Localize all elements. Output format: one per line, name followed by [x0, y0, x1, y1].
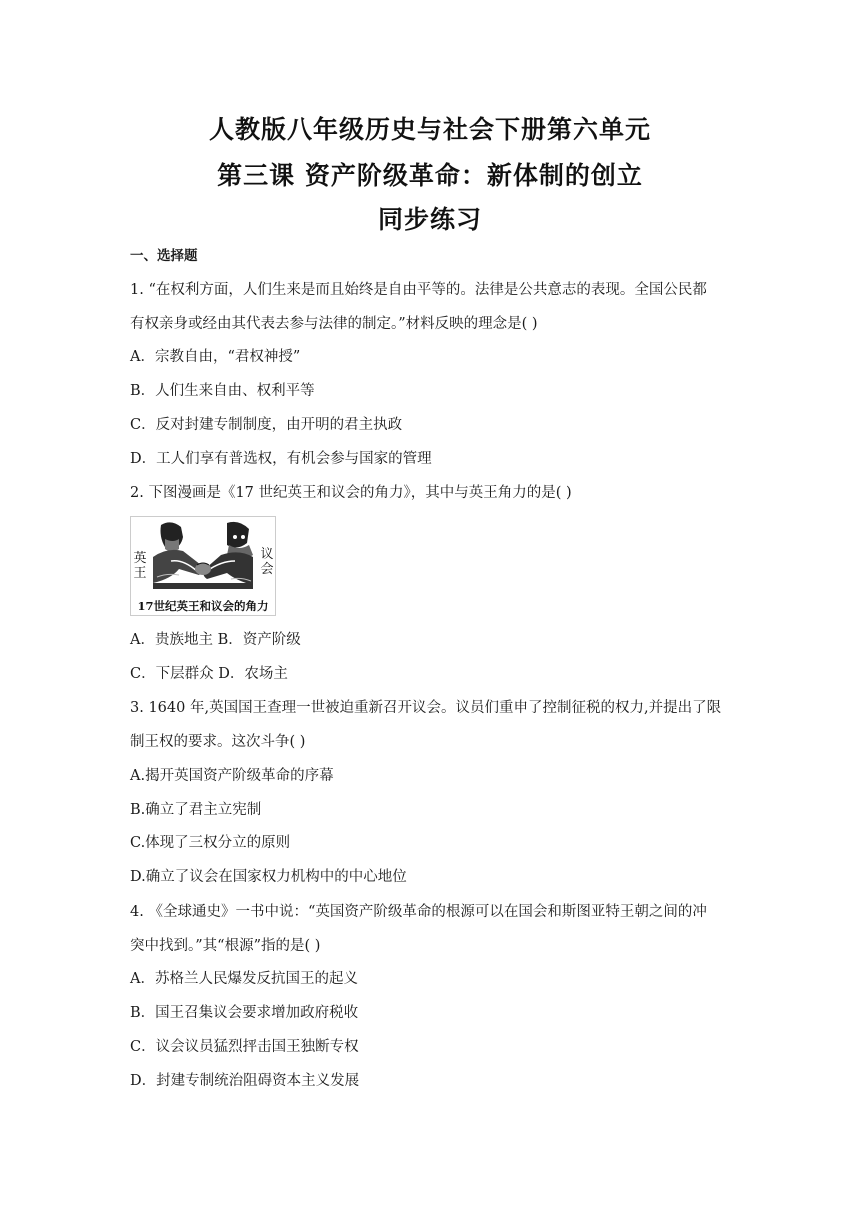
- document-title-line3: 同步练习: [377, 205, 482, 234]
- q2-options-line1: A．贵族地主 B．资产阶级: [130, 632, 301, 648]
- cartoon-label-king: 英王: [133, 551, 147, 581]
- q3-option-d: D.确立了议会在国家权力机构中的中心地位: [130, 869, 407, 885]
- q4-option-a: A．苏格兰人民爆发反抗国王的起义: [130, 971, 358, 987]
- q1-option-c: C．反对封建专制制度，由开明的君主执政: [130, 417, 403, 433]
- q4-stem-line1: 4. 《全球通史》一书中说：“英国资产阶级革命的根源可以在国会和斯图亚特王朝之间的冲: [130, 904, 707, 920]
- q3-option-c: C.体现了三权分立的原则: [130, 835, 291, 851]
- q1-stem-line2: 有权亲身或经由其代表去参与法律的制定。”材料反映的理念是( ): [130, 316, 538, 332]
- q4-stem-line2: 突中找到。”其“根源”指的是( ): [130, 938, 321, 954]
- q3-option-a: A.揭开英国资产阶级革命的序幕: [130, 768, 334, 784]
- cartoon-label-parliament: 议会: [260, 547, 274, 577]
- q1-option-a: A．宗教自由，“君权神授”: [130, 349, 301, 365]
- q4-option-d: D．封建专制统治阻碍资本主义发展: [130, 1073, 360, 1089]
- cartoon-caption: 17世纪英王和议会的角力: [137, 599, 269, 613]
- q4-option-b: B．国王召集议会要求增加政府税收: [130, 1005, 359, 1021]
- q2-stem: 2. 下图漫画是《17 世纪英王和议会的角力》，其中与英王角力的是( ): [130, 485, 572, 501]
- q3-option-b: B.确立了君主立宪制: [130, 802, 262, 818]
- document-title-line1: 人教版八年级历史与社会下册第六单元: [208, 115, 651, 144]
- section-heading: 一、选择题: [130, 248, 198, 264]
- q1-option-b: B．人们生来自由、权利平等: [130, 383, 315, 399]
- document-title-line2: 第三课 资产阶级革命：新体制的创立: [217, 161, 643, 190]
- q2-options-line2: C．下层群众 D．农场主: [130, 666, 288, 682]
- q1-stem-line1: 1. “在权利方面，人们生来是而且始终是自由平等的。法律是公共意志的表现。全国公民都: [130, 282, 707, 298]
- q4-option-c: C．议会议员猛烈抨击国王独断专权: [130, 1039, 359, 1055]
- cartoon-image: [130, 516, 276, 616]
- q1-option-d: D．工人们享有普选权，有机会参与国家的管理: [130, 451, 432, 467]
- q3-stem-line2: 制王权的要求。这次斗争( ): [130, 734, 306, 750]
- q3-stem-line1: 3. 1640 年,英国国王查理一世被迫重新召开议会。议员们重申了控制征税的权力,并提出了限: [130, 700, 722, 716]
